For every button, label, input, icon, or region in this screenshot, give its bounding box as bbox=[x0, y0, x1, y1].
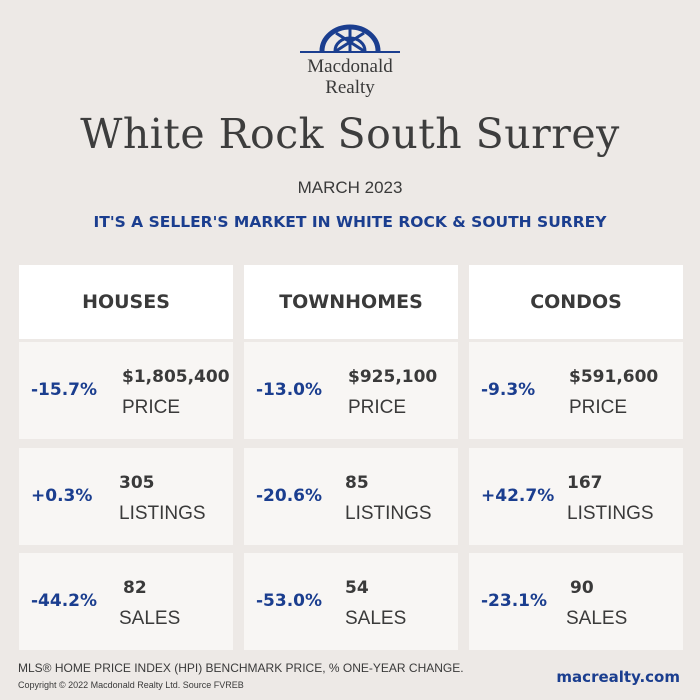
condos-sales-cell bbox=[469, 553, 683, 650]
condos-listings-change: +42.7% bbox=[481, 486, 555, 506]
houses-price-cell bbox=[19, 342, 233, 439]
condos-listings-cell bbox=[469, 448, 683, 545]
houses-listings-cell bbox=[19, 448, 233, 545]
townhomes-sales-label: SALES bbox=[345, 608, 407, 629]
townhomes-sales-cell bbox=[244, 553, 458, 650]
brand-name-line1: Macdonald bbox=[307, 56, 393, 77]
column-header-townhomes: TOWNHOMES bbox=[244, 265, 458, 339]
page-title: White Rock South Surrey bbox=[80, 110, 620, 158]
condos-price-value: $591,600 bbox=[569, 367, 659, 387]
brand-name-line2: Realty bbox=[325, 77, 375, 98]
condos-price-change: -9.3% bbox=[481, 380, 536, 400]
houses-price-value: $1,805,400 bbox=[122, 367, 230, 387]
houses-sales-cell bbox=[19, 553, 233, 650]
website-link[interactable]: macrealty.com bbox=[556, 668, 680, 686]
houses-price-label: PRICE bbox=[122, 397, 181, 418]
townhomes-listings-cell bbox=[244, 448, 458, 545]
houses-price-change: -15.7% bbox=[31, 380, 98, 400]
column-header-condos: CONDOS bbox=[469, 265, 683, 339]
hpi-footnote: MLS® HOME PRICE INDEX (HPI) BENCHMARK PRICE, % ONE-YEAR CHANGE. bbox=[18, 661, 464, 675]
brand-logo bbox=[0, 24, 700, 98]
condos-listings-value: 167 bbox=[567, 473, 603, 493]
condos-price-label: PRICE bbox=[569, 397, 628, 418]
houses-listings-value: 305 bbox=[119, 473, 155, 493]
compass-rose-icon bbox=[300, 24, 400, 54]
copyright-notice: Copyright © 2022 Macdonald Realty Ltd. Source FVREB bbox=[18, 680, 244, 690]
houses-listings-label: LISTINGS bbox=[119, 503, 206, 524]
column-header-houses: HOUSES bbox=[19, 265, 233, 339]
condos-sales-change: -23.1% bbox=[481, 591, 548, 611]
houses-sales-label: SALES bbox=[119, 608, 181, 629]
townhomes-price-value: $925,100 bbox=[348, 367, 438, 387]
townhomes-price-label: PRICE bbox=[348, 397, 407, 418]
townhomes-listings-label: LISTINGS bbox=[345, 503, 432, 524]
townhomes-price-change: -13.0% bbox=[256, 380, 323, 400]
condos-sales-value: 90 bbox=[570, 578, 594, 598]
condos-price-cell bbox=[469, 342, 683, 439]
houses-sales-change: -44.2% bbox=[31, 591, 98, 611]
market-headline: IT'S A SELLER'S MARKET IN WHITE ROCK & SOUTH SURREY bbox=[93, 213, 607, 231]
townhomes-sales-change: -53.0% bbox=[256, 591, 323, 611]
houses-listings-change: +0.3% bbox=[31, 486, 93, 506]
houses-sales-value: 82 bbox=[123, 578, 147, 598]
condos-sales-label: SALES bbox=[566, 608, 628, 629]
condos-listings-label: LISTINGS bbox=[567, 503, 654, 524]
townhomes-sales-value: 54 bbox=[345, 578, 369, 598]
report-period: MARCH 2023 bbox=[297, 178, 403, 197]
townhomes-listings-value: 85 bbox=[345, 473, 369, 493]
townhomes-listings-change: -20.6% bbox=[256, 486, 323, 506]
townhomes-price-cell bbox=[244, 342, 458, 439]
